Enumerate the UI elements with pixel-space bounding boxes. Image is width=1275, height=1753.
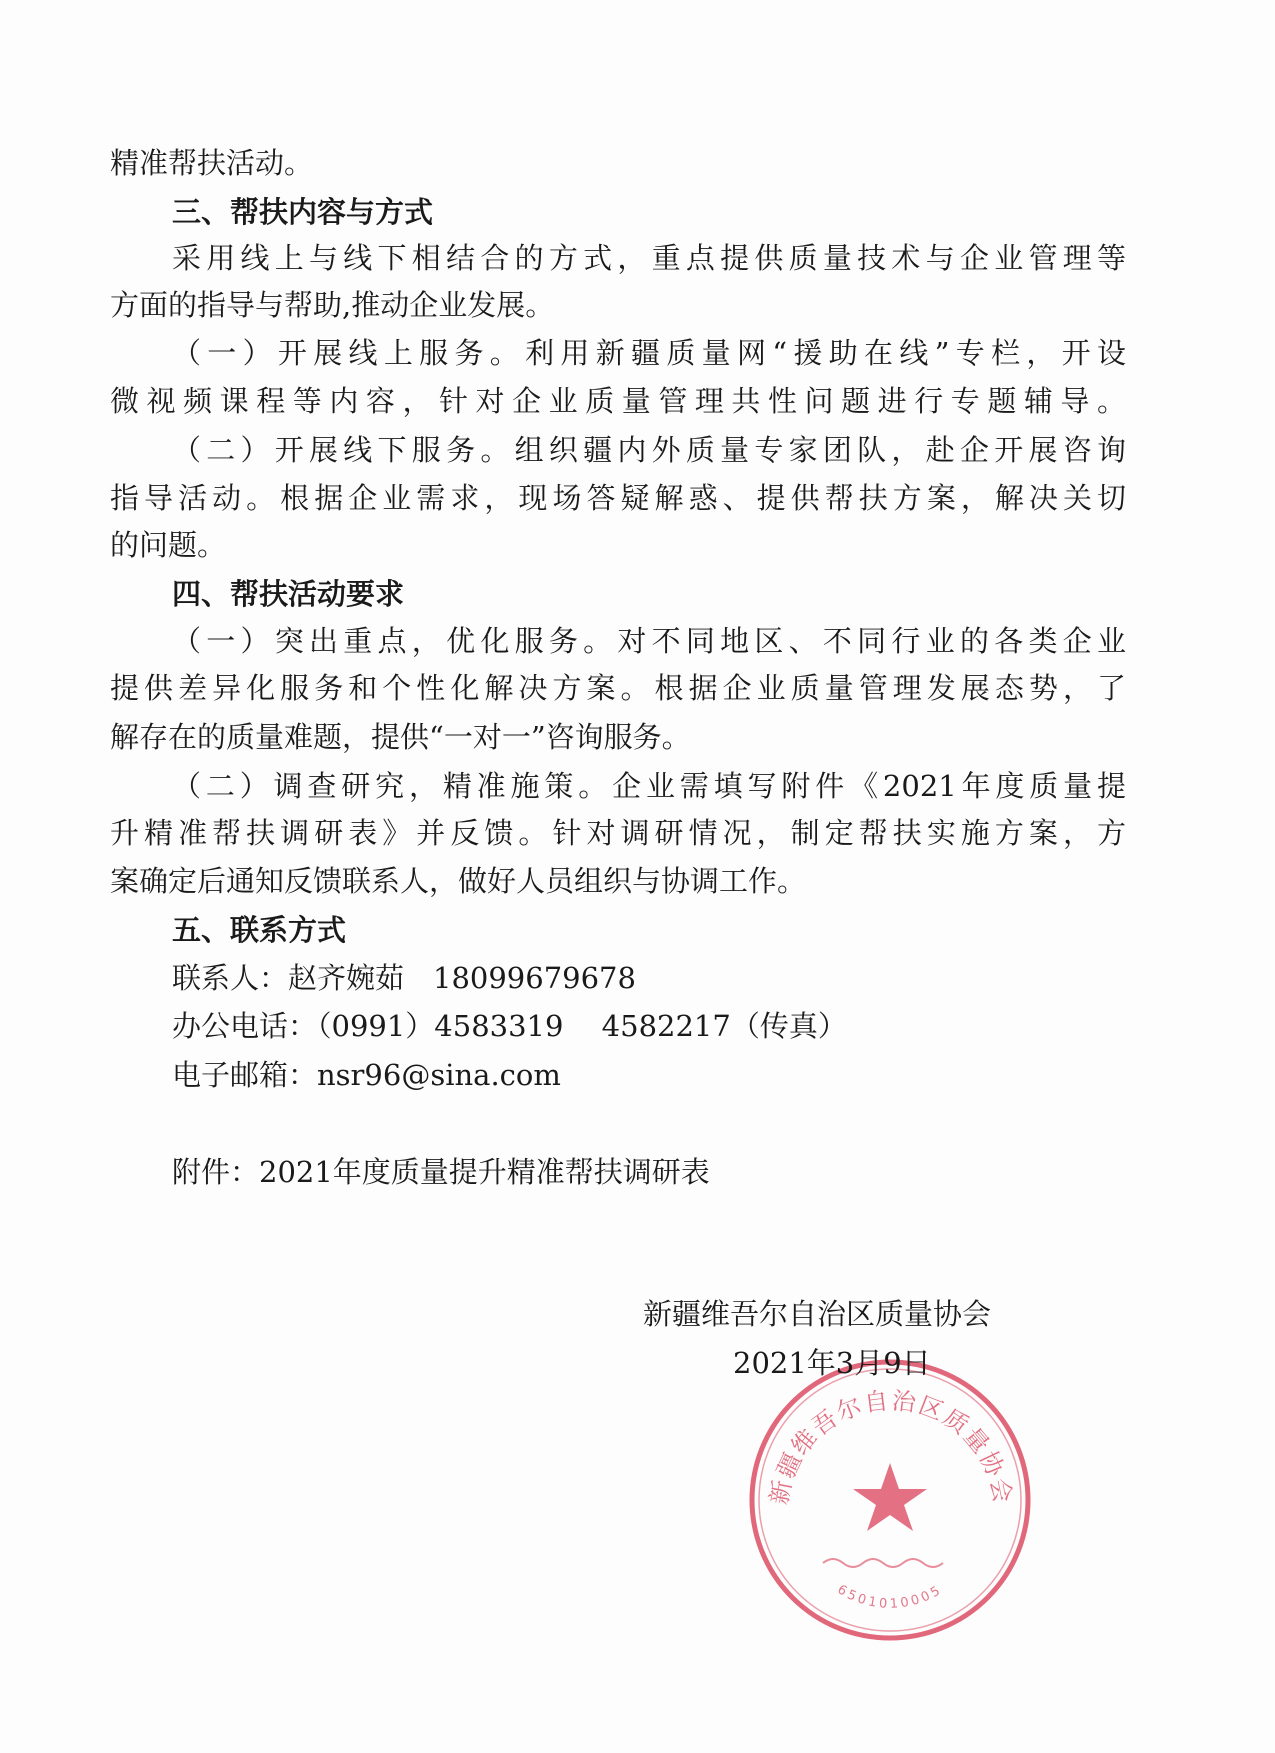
- paragraph-line: 升精准帮扶调研表》并反馈。针对调研情况，制定帮扶实施方案，方: [110, 816, 1126, 850]
- signature-date: 2021年3月9日: [733, 1346, 931, 1380]
- paragraph-line: 提供差异化服务和个性化解决方案。根据企业质量管理发展态势，了: [110, 671, 1126, 705]
- star-icon: [853, 1463, 927, 1531]
- contact-person: 联系人：赵齐婉茹 18099679678: [172, 961, 636, 995]
- section-heading: 五、联系方式: [172, 913, 347, 947]
- paragraph-line: 案确定后通知反馈联系人，做好人员组织与协调工作。: [110, 864, 807, 898]
- paragraph-line: 精准帮扶活动。: [110, 146, 314, 180]
- paragraph-line: 采用线上与线下相结合的方式，重点提供质量技术与企业管理等: [172, 241, 1126, 275]
- seal-ring-text: 新疆维吾尔自治区质量协会: [764, 1386, 1018, 1507]
- paragraph-line: 的问题。: [110, 528, 227, 562]
- office-phone: 办公电话：（0991）4583319 4582217（传真）: [172, 1009, 847, 1043]
- attachment-note: 附件：2021年度质量提升精准帮扶调研表: [172, 1155, 710, 1189]
- section-heading: 三、帮扶内容与方式: [172, 195, 434, 229]
- paragraph-line: 微视频课程等内容，针对企业质量管理共性问题进行专题辅导。: [110, 384, 1126, 418]
- paragraph-line: （一）突出重点，优化服务。对不同地区、不同行业的各类企业: [172, 624, 1126, 658]
- paragraph-line: 指导活动。根据企业需求，现场答疑解惑、提供帮扶方案，解决关切: [110, 481, 1126, 515]
- email-address: 电子邮箱：nsr96@sina.com: [172, 1058, 561, 1092]
- paragraph-line: （一）开展线上服务。利用新疆质量网“援助在线”专栏，开设: [172, 336, 1126, 370]
- seal-script-mark: [823, 1559, 943, 1567]
- official-seal: [745, 1355, 1035, 1645]
- paragraph-line: 解存在的质量难题，提供“一对一”咨询服务。: [110, 720, 691, 754]
- signature-organization: 新疆维吾尔自治区质量协会: [643, 1297, 992, 1331]
- paragraph-line: （二）调查研究，精准施策。企业需填写附件《2021年度质量提: [172, 769, 1126, 803]
- paragraph-line: （二）开展线下服务。组织疆内外质量专家团队，赴企开展咨询: [172, 433, 1126, 467]
- seal-number-text: 6501010005: [834, 1582, 946, 1612]
- paragraph-line: 方面的指导与帮助,推动企业发展。: [110, 288, 555, 322]
- section-heading: 四、帮扶活动要求: [172, 577, 405, 611]
